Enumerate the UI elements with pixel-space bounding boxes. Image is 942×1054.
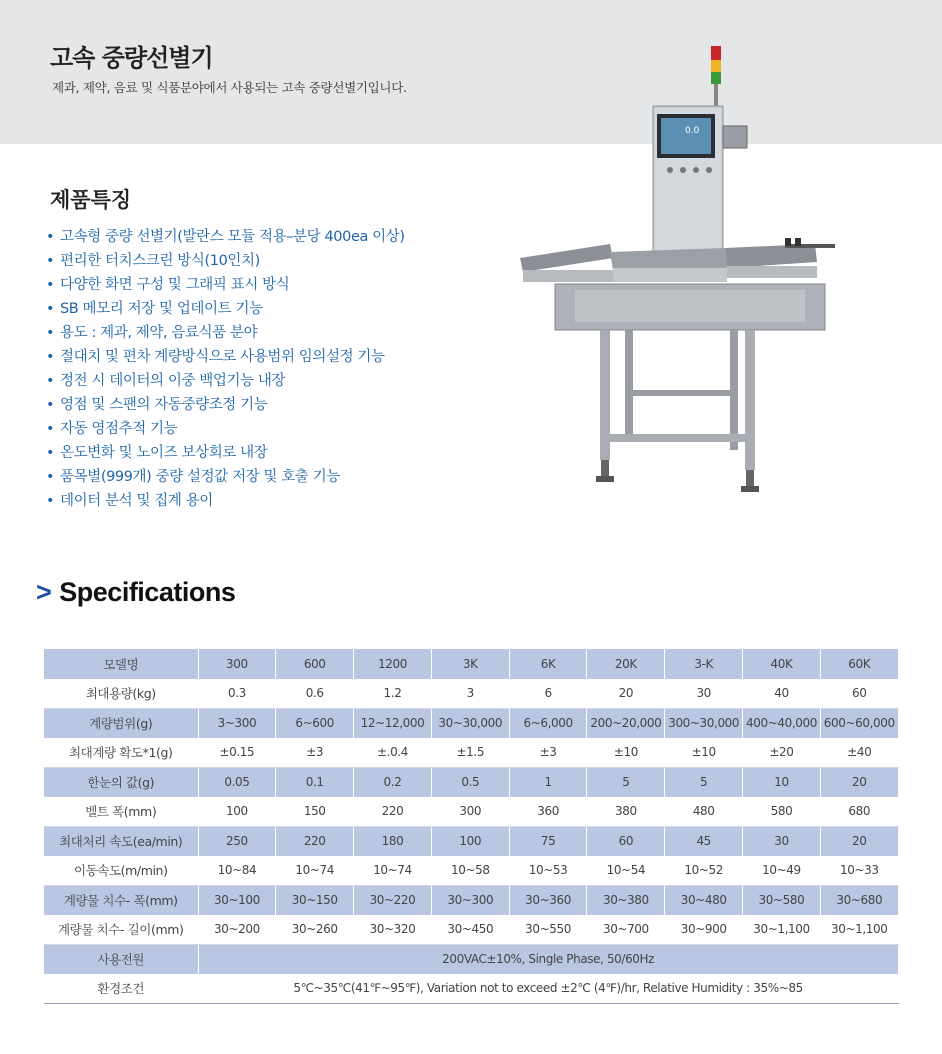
screen-readout: 0.0 bbox=[685, 126, 700, 136]
table-cell: 0.2 bbox=[354, 767, 432, 797]
table-row bbox=[44, 767, 898, 797]
row-header: 사용전원 bbox=[44, 944, 198, 974]
table-cell: 30~1,100 bbox=[820, 915, 898, 945]
table-row bbox=[44, 679, 898, 709]
table-cell: 30~200 bbox=[198, 915, 276, 945]
table-cell: 0.1 bbox=[276, 767, 354, 797]
features-list bbox=[46, 226, 405, 514]
feature-item bbox=[46, 298, 405, 322]
table-cell: 30~700 bbox=[587, 915, 665, 945]
feature-item bbox=[46, 322, 405, 346]
table-cell: 40K bbox=[743, 649, 821, 679]
table-cell: 20 bbox=[587, 679, 665, 709]
bullet-icon: • bbox=[46, 445, 55, 461]
table-cell: 30~380 bbox=[587, 885, 665, 915]
table-cell: ±10 bbox=[587, 738, 665, 768]
table-cell: 680 bbox=[820, 797, 898, 827]
table-cell: ±.0.4 bbox=[354, 738, 432, 768]
features-title: 제품특징 bbox=[50, 188, 132, 212]
table-cell: 150 bbox=[276, 797, 354, 827]
feature-text: 온도변화 및 노이즈 보상회로 내장 bbox=[60, 445, 268, 461]
feature-item bbox=[46, 466, 405, 490]
page-title: 고속 중량선별기 bbox=[50, 44, 213, 72]
row-header: 환경조건 bbox=[44, 974, 198, 1004]
row-header: 계량물 치수- 폭(mm) bbox=[44, 885, 198, 915]
table-cell: 3~300 bbox=[198, 708, 276, 738]
page-subtitle: 제과, 제약, 음료 및 식품분야에서 사용되는 고속 중량선별기입니다. bbox=[52, 80, 407, 95]
table-cell: 30~100 bbox=[198, 885, 276, 915]
row-header: 최대용량(kg) bbox=[44, 679, 198, 709]
table-cell: 400~40,000 bbox=[743, 708, 821, 738]
table-cell: 480 bbox=[665, 797, 743, 827]
table-row bbox=[44, 826, 898, 856]
feature-item bbox=[46, 370, 405, 394]
table-cell: 580 bbox=[743, 797, 821, 827]
feature-item bbox=[46, 490, 405, 514]
table-cell: 10~49 bbox=[743, 856, 821, 886]
feature-item bbox=[46, 442, 405, 466]
table-cell: 5 bbox=[587, 767, 665, 797]
specs-title bbox=[36, 577, 235, 608]
bullet-icon: • bbox=[46, 493, 55, 509]
table-cell: 1 bbox=[509, 767, 587, 797]
table-cell: 30~680 bbox=[820, 885, 898, 915]
feature-text: 품목별(999개) 중량 설정값 저장 및 호출 기능 bbox=[60, 469, 340, 485]
row-header: 벨트 폭(mm) bbox=[44, 797, 198, 827]
row-header: 최대처리 속도(ea/min) bbox=[44, 826, 198, 856]
table-cell: 30~150 bbox=[276, 885, 354, 915]
feature-text: 다양한 화면 구성 및 그래픽 표시 방식 bbox=[60, 277, 290, 293]
table-cell: 30~320 bbox=[354, 915, 432, 945]
table-cell: 75 bbox=[509, 826, 587, 856]
feature-text: 고속형 중량 선별기(발란스 모듈 적용–분당 400ea 이상) bbox=[60, 229, 405, 245]
table-cell: 40 bbox=[743, 679, 821, 709]
bullet-icon: • bbox=[46, 373, 55, 389]
table-cell: 180 bbox=[354, 826, 432, 856]
table-cell: 30 bbox=[743, 826, 821, 856]
bullet-icon: • bbox=[46, 469, 55, 485]
table-cell: 30~360 bbox=[509, 885, 587, 915]
table-row bbox=[44, 797, 898, 827]
table-cell: 1.2 bbox=[354, 679, 432, 709]
table-cell: 600~60,000 bbox=[820, 708, 898, 738]
table-cell: ±0.15 bbox=[198, 738, 276, 768]
merged-cell: 5℃~35℃(41℉~95℉), Variation not to exceed ±2℃ (4℉)/hr, Relative Humidity : 35%~85 bbox=[198, 974, 898, 1004]
table-cell: 30 bbox=[665, 679, 743, 709]
table-cell: 20 bbox=[820, 826, 898, 856]
table-cell: ±40 bbox=[820, 738, 898, 768]
table-cell: 10~58 bbox=[431, 856, 509, 886]
feature-text: SB 메모리 저장 및 업데이트 기능 bbox=[60, 301, 263, 317]
table-cell: 200~20,000 bbox=[587, 708, 665, 738]
row-header: 이동속도(m/min) bbox=[44, 856, 198, 886]
bullet-icon: • bbox=[46, 421, 55, 437]
table-row bbox=[44, 856, 898, 886]
feature-text: 절대치 및 편차 계량방식으로 사용범위 임의설정 기능 bbox=[60, 349, 385, 365]
row-header: 최대계량 확도*1(g) bbox=[44, 738, 198, 768]
table-cell: 10~74 bbox=[354, 856, 432, 886]
row-header: 모델명 bbox=[44, 649, 198, 679]
bullet-icon: • bbox=[46, 229, 55, 245]
table-cell: 6~6,000 bbox=[509, 708, 587, 738]
table-row bbox=[44, 885, 898, 915]
table-cell: 30~30,000 bbox=[431, 708, 509, 738]
bullet-icon: • bbox=[46, 277, 55, 293]
bullet-icon: • bbox=[46, 325, 55, 341]
merged-cell: 200VAC±10%, Single Phase, 50/60Hz bbox=[198, 944, 898, 974]
table-cell: 6K bbox=[509, 649, 587, 679]
table-cell: 30~900 bbox=[665, 915, 743, 945]
table-cell: 6 bbox=[509, 679, 587, 709]
bullet-icon: • bbox=[46, 397, 55, 413]
table-row bbox=[44, 915, 898, 945]
table-cell: 30~220 bbox=[354, 885, 432, 915]
table-cell: 3 bbox=[431, 679, 509, 709]
feature-item bbox=[46, 346, 405, 370]
table-cell: 30~550 bbox=[509, 915, 587, 945]
table-cell: 10~33 bbox=[820, 856, 898, 886]
table-row-environment bbox=[44, 974, 898, 1004]
table-row-power bbox=[44, 944, 898, 974]
table-cell: 1200 bbox=[354, 649, 432, 679]
table-cell: ±1.5 bbox=[431, 738, 509, 768]
checkweigher-machine-icon bbox=[515, 40, 905, 520]
feature-text: 자동 영점추적 기능 bbox=[60, 421, 178, 437]
table-cell: 380 bbox=[587, 797, 665, 827]
table-cell: ±3 bbox=[509, 738, 587, 768]
table-cell: 20K bbox=[587, 649, 665, 679]
table-row bbox=[44, 708, 898, 738]
table-cell: 360 bbox=[509, 797, 587, 827]
table-cell: 60 bbox=[587, 826, 665, 856]
table-cell: 30~450 bbox=[431, 915, 509, 945]
table-cell: 10~53 bbox=[509, 856, 587, 886]
table-cell: 10~52 bbox=[665, 856, 743, 886]
row-header: 한눈의 값(g) bbox=[44, 767, 198, 797]
table-cell: 3K bbox=[431, 649, 509, 679]
table-cell: 300 bbox=[431, 797, 509, 827]
table-cell: ±10 bbox=[665, 738, 743, 768]
feature-text: 정전 시 데이터의 이중 백업기능 내장 bbox=[60, 373, 286, 389]
feature-item bbox=[46, 418, 405, 442]
bullet-icon: • bbox=[46, 349, 55, 365]
feature-text: 영점 및 스팬의 자동중량조정 기능 bbox=[60, 397, 268, 413]
table-cell: 10~54 bbox=[587, 856, 665, 886]
table-cell: 0.6 bbox=[276, 679, 354, 709]
section-arrow-icon: > bbox=[36, 577, 52, 607]
table-cell: 300~30,000 bbox=[665, 708, 743, 738]
table-cell: 300 bbox=[198, 649, 276, 679]
table-cell: 12~12,000 bbox=[354, 708, 432, 738]
table-cell: 10 bbox=[743, 767, 821, 797]
row-header: 계량범위(g) bbox=[44, 708, 198, 738]
feature-text: 용도 : 제과, 제약, 음료식품 분야 bbox=[60, 325, 258, 341]
table-cell: 30~480 bbox=[665, 885, 743, 915]
table-cell: 0.3 bbox=[198, 679, 276, 709]
table-cell: 100 bbox=[198, 797, 276, 827]
feature-item bbox=[46, 250, 405, 274]
table-row bbox=[44, 649, 898, 679]
feature-text: 편리한 터치스크린 방식(10인치) bbox=[60, 253, 260, 269]
specs-table-body bbox=[44, 649, 898, 1003]
table-cell: 250 bbox=[198, 826, 276, 856]
feature-item bbox=[46, 226, 405, 250]
specs-table bbox=[44, 649, 899, 1004]
specs-title-text: Specifications bbox=[59, 577, 236, 607]
table-cell: 0.5 bbox=[431, 767, 509, 797]
table-cell: 20 bbox=[820, 767, 898, 797]
table-cell: 10~84 bbox=[198, 856, 276, 886]
table-cell: 45 bbox=[665, 826, 743, 856]
feature-item bbox=[46, 274, 405, 298]
table-cell: 220 bbox=[354, 797, 432, 827]
table-cell: 30~580 bbox=[743, 885, 821, 915]
table-cell: 60 bbox=[820, 679, 898, 709]
table-cell: 0.05 bbox=[198, 767, 276, 797]
feature-item bbox=[46, 394, 405, 418]
table-cell: 10~74 bbox=[276, 856, 354, 886]
table-cell: 30~260 bbox=[276, 915, 354, 945]
row-header: 계량물 치수- 길이(mm) bbox=[44, 915, 198, 945]
feature-text: 데이터 분석 및 집계 용이 bbox=[60, 493, 213, 509]
table-cell: 100 bbox=[431, 826, 509, 856]
table-cell: 5 bbox=[665, 767, 743, 797]
table-cell: ±20 bbox=[743, 738, 821, 768]
table-cell: 600 bbox=[276, 649, 354, 679]
table-cell: 30~300 bbox=[431, 885, 509, 915]
bullet-icon: • bbox=[46, 301, 55, 317]
table-cell: 30~1,100 bbox=[743, 915, 821, 945]
bullet-icon: • bbox=[46, 253, 55, 269]
table-row bbox=[44, 738, 898, 768]
table-cell: 3-K bbox=[665, 649, 743, 679]
table-cell: 220 bbox=[276, 826, 354, 856]
table-cell: 60K bbox=[820, 649, 898, 679]
table-cell: 6~600 bbox=[276, 708, 354, 738]
table-cell: ±3 bbox=[276, 738, 354, 768]
